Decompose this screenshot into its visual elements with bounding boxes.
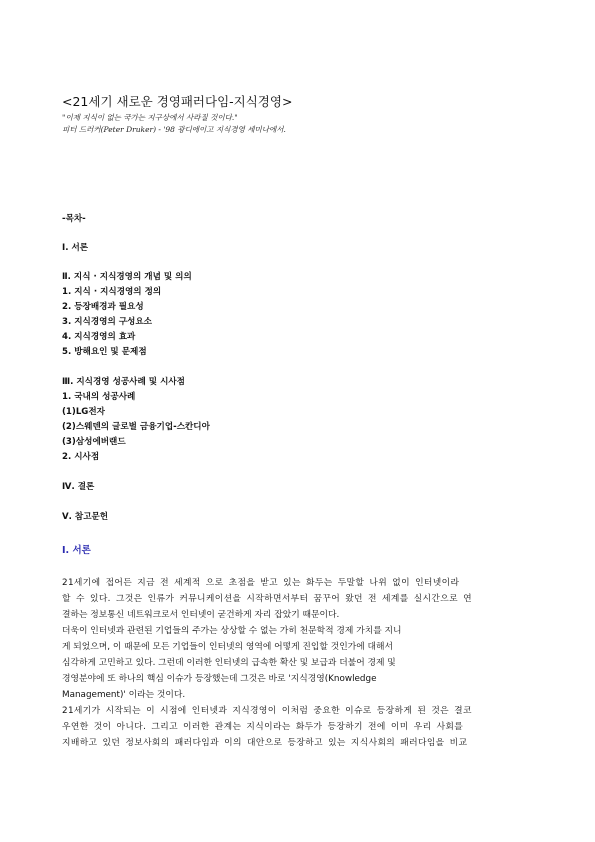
epigraph-quote: "이제 지식이 없는 국가는 지구상에서 사라질 것이다." [62, 113, 238, 122]
body-line: 심각하게 고민하고 있다. 그런데 이러한 인터넷의 급속한 확산 및 보급과 더불어 경제 및 [62, 658, 396, 668]
body-line: 지배하고 있던 정보사회의 패러다임과 이의 대안으로 등장하고 있는 지식사회의 패러다임을 비교 [62, 738, 468, 748]
toc-item: (2)스웨덴의 글로벌 금융기업-스칸디아 [62, 422, 210, 432]
toc-item: 4. 지식경영의 효과 [62, 332, 136, 342]
toc-item: Ⅴ. 참고문헌 [62, 512, 109, 522]
body-line: 더욱이 인터넷과 관련된 기업들의 주가는 상상할 수 없는 가히 천문학적 경제 가치를 지니 [62, 626, 402, 636]
body-line: 우연한 것이 아니다. 그리고 이러한 관계는 지식이라는 화두가 등장하기 전에 이미 우리 사회를 [62, 722, 464, 732]
toc-item: 1. 지식 · 지식경영의 정의 [62, 287, 162, 297]
toc-item: Ⅰ. 서론 [62, 243, 89, 253]
toc-item: Ⅲ. 지식경영 성공사례 및 시사점 [62, 377, 185, 387]
body-line: Management)' 이라는 것이다. [62, 690, 186, 700]
body-line: 할 수 있다. 그것은 인류가 커뮤니케이션을 시작하면서부터 꿈꾸어 왔던 전 세계를 실시간으로 연 [62, 594, 472, 604]
body-line: 게 되었으며, 이 때문에 모든 기업들이 인터넷의 영역에 어떻게 진입할 것인가에 대해서 [62, 642, 393, 652]
toc-item: (1)LG전자 [62, 407, 105, 417]
toc-item: 3. 지식경영의 구성요소 [62, 317, 152, 327]
toc-heading: -목차- [62, 214, 86, 224]
body-line: 21세기에 접어든 지금 전 세계적 으로 초점을 받고 있는 화두는 두말할 나위 없이 인터넷이라 [62, 578, 460, 588]
toc-item: 1. 국내의 성공사례 [62, 392, 136, 402]
toc-item: 2. 등장배경과 필요성 [62, 302, 144, 312]
toc-item: Ⅱ. 지식 · 지식경영의 개념 및 의의 [62, 272, 192, 282]
body-line: 경영분야에 또 하나의 핵심 이슈가 등장했는데 그것은 바로 '지식경영(Knowledge [62, 674, 377, 684]
section-heading: Ⅰ. 서론 [62, 545, 91, 556]
epigraph-attribution: 피터 드러커(Peter Druker) - '98 광디에이고 지식경영 세미나에서. [62, 125, 286, 134]
body-line: 21세기가 시작되는 이 시점에 인터넷과 지식경영이 이처럼 중요한 이슈로 등장하게 된 것은 결코 [62, 706, 472, 716]
toc-item: 5. 방해요인 및 문제점 [62, 347, 147, 357]
toc-item: (3)삼성에버랜드 [62, 437, 126, 447]
body-line: 결하는 정보통신 네트워크로서 인터넷이 굳건하게 자리 잡았기 때문이다. [62, 610, 340, 620]
toc-item: Ⅳ. 결론 [62, 482, 95, 492]
toc-item: 2. 시사점 [62, 452, 100, 462]
document-title: <21세기 새로운 경영패러다임-지식경영> [62, 94, 293, 109]
